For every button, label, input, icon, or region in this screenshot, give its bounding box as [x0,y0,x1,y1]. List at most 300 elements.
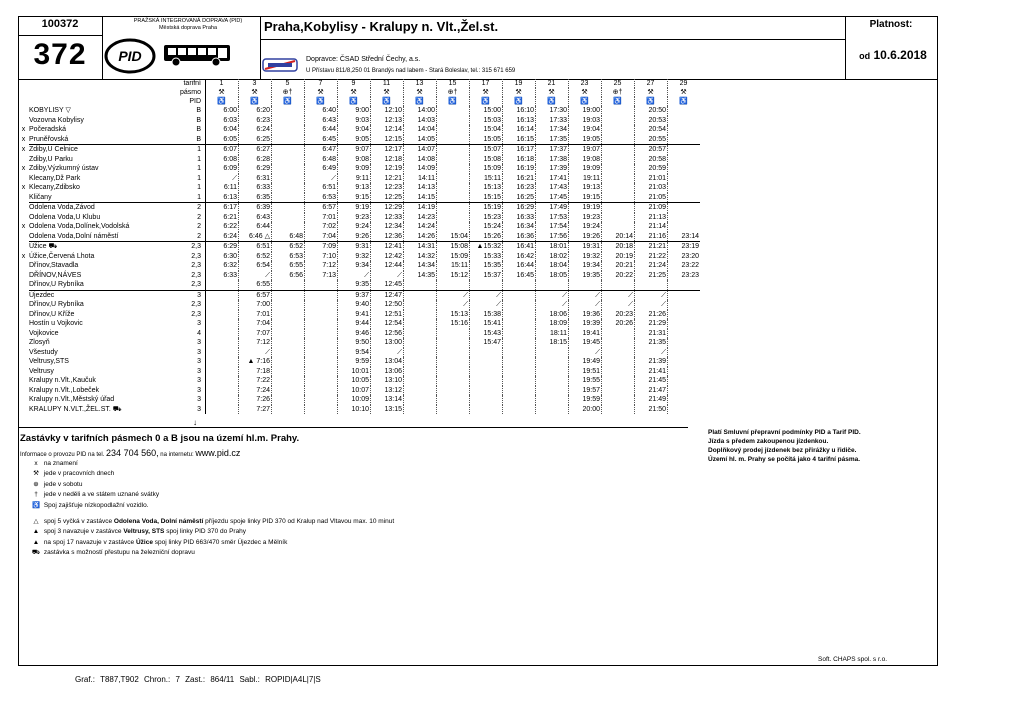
departure-time: 7:01 [305,213,338,223]
stop-row [18,125,700,135]
departure-time [536,405,569,415]
departure-time [272,319,305,329]
departure-time: 6:24 [206,232,239,242]
trip-number: 13 [404,79,437,88]
departure-time: 23:20 [668,252,701,262]
departure-time [668,203,701,213]
request-stop-marker: x [21,184,26,191]
legend-text: jede v sobotu [43,480,83,488]
departure-time: 15:35 [470,261,503,271]
departure-time: 16:42 [503,252,536,262]
legend-item [30,459,159,469]
departure-time: 6:51 [305,183,338,193]
stop-row [18,193,700,203]
zone-cell: 2 [197,223,201,230]
departure-time: 19:07 [569,145,602,155]
departure-time: 12:33 [371,213,404,223]
departure-time: 18:15 [536,338,569,348]
departure-time: 9:13 [338,183,371,193]
note-text: spoj linky PID 663/470 směr Újezdec a Mělník [152,538,288,546]
departure-time: ⟋ [569,348,602,358]
departure-time [470,395,503,405]
departure-time [668,310,701,320]
zone-cell: 2,3 [177,242,206,252]
departure-time: 7:04 [305,232,338,242]
trip-symbol: ♿ [470,97,503,106]
departure-time: ⟋ [536,300,569,310]
departure-time: 6:48 [272,232,305,242]
departure-time: 14:23 [404,213,437,223]
departure-time [206,348,239,358]
departure-time: 7:27 [239,405,272,415]
departure-time: 19:41 [569,329,602,339]
conditions-notes [708,428,861,464]
departure-time: 23:19 [668,242,701,252]
table-bottom-rule [18,427,688,428]
departure-time [503,329,536,339]
departure-time [437,193,470,203]
trip-number: 3 [239,79,272,88]
departure-time: 10:10 [338,405,371,415]
departure-time [272,348,305,358]
departure-time: 20:19 [602,252,635,262]
departure-time: 6:56 [272,271,305,281]
departure-time: 6:47 [305,145,338,155]
departure-time [272,164,305,174]
zone-cell: 3 [197,377,201,384]
stop-name: Dřínov,U Rybníka [29,301,84,308]
departure-time: 9:32 [338,252,371,262]
departure-time [437,174,470,184]
pid-logo [104,38,156,74]
departure-time: 19:24 [569,222,602,232]
departure-time: 19:34 [569,261,602,271]
departure-time: 21:31 [635,329,668,339]
trip-symbol: ♿ [239,97,272,106]
departure-time: 6:07 [206,145,239,155]
departure-time: 19:51 [569,367,602,377]
trip-symbol: ⚒ [668,88,701,97]
departure-time: 9:00 [338,106,371,116]
stop-name: Všestudy [29,348,58,356]
departure-time: 21:50 [635,405,668,415]
departure-time: 15:03 [470,116,503,126]
note-symbol: ▲ [32,528,40,536]
departure-time [437,338,470,348]
departure-time: 21:03 [635,183,668,193]
stop-name: Pruněřovská [29,135,69,143]
stop-name: Odolena Voda,Závod [29,203,177,213]
request-stop-marker [18,193,29,203]
trip-symbol: ⚒ [536,88,569,97]
departure-time: 20:26 [602,319,635,329]
departure-time: 9:59 [338,357,371,367]
stop-name: Vojkovice [29,329,59,337]
trip-symbol: ♿ [338,97,371,106]
departure-time: 9:26 [338,232,371,242]
departure-time [602,193,635,203]
departure-time: 19:04 [569,125,602,135]
departure-time [272,338,305,348]
departure-time [602,183,635,193]
departure-time [437,395,470,405]
departure-time: 12:41 [371,242,404,252]
departure-time: 21:39 [635,357,668,367]
departure-time: 9:31 [338,242,371,252]
stop-name: Kralupy n.Vlt.,Kaučuk [29,377,96,384]
departure-time: 6:55 [239,280,272,290]
departure-time: 17:45 [536,193,569,203]
departure-time [437,280,470,290]
departure-time: 14:24 [404,222,437,232]
departure-time: 6:00 [206,106,239,116]
zone-cell: 2 [197,213,201,221]
trip-symbol: ♿ [668,97,701,106]
departure-time: ⟋ [569,290,602,300]
trip-symbol: ⚒ [338,88,371,97]
stop-row [18,310,700,320]
departure-time [503,310,536,320]
departure-time [602,164,635,174]
departure-time: 6:09 [206,164,239,174]
departure-time [437,116,470,126]
departure-time [404,338,437,348]
departure-time: 16:45 [503,271,536,281]
departure-time: 19:15 [569,193,602,203]
departure-time [404,367,437,377]
departure-time: 16:41 [503,242,536,252]
departure-time: 6:22 [206,222,239,232]
departure-time [404,329,437,339]
trip-number: 27 [635,79,668,88]
departure-time [437,357,470,367]
departure-time [602,174,635,184]
zone-cell: 2,3 [191,271,201,279]
departure-time [305,310,338,320]
departure-time: 15:13 [437,310,470,320]
departure-time: 20:14 [602,232,635,242]
stop-name: Klecany,Dž Park [29,174,81,182]
departure-time: 20:22 [602,271,635,281]
departure-time: 15:07 [470,145,503,155]
departure-time: 21:35 [635,338,668,348]
departure-time: 6:23 [239,116,272,126]
departure-time: 19:36 [569,310,602,320]
departure-time: 9:34 [338,261,371,271]
trip-symbol: ♿ [536,97,569,106]
departure-time [470,386,503,396]
departure-time: 23:14 [668,232,701,242]
departure-time: 9:50 [338,338,371,348]
departure-time [404,395,437,405]
request-stop-marker: x [21,165,26,172]
departure-time: 17:33 [536,116,569,126]
departure-time: 16:21 [503,174,536,184]
request-stop-marker: x [21,223,26,230]
note-bold: Odolena Voda, Dolní náměstí [113,518,204,525]
departure-time: 9:07 [338,145,371,155]
departure-time: 6:45 [305,135,338,145]
departure-time [536,280,569,290]
departure-time: ⟋ [338,271,371,281]
departure-time: 6:30 [206,252,239,262]
legend [30,459,159,511]
departure-time [206,310,239,320]
departure-time: 23:22 [668,261,701,271]
departure-time: 15:11 [437,261,470,271]
departure-time: 14:19 [404,203,437,213]
departure-time: 10:09 [338,395,371,405]
departure-time: 9:35 [338,280,371,290]
departure-time: 16:23 [503,183,536,193]
departure-time [602,348,635,358]
org-name [118,18,258,32]
note-text: příjezdu spoje linky PID 370 od Kralup nad Vltavou max. 10 minut [203,518,395,525]
stop-name: Dřínov,U Kříže [29,310,75,318]
departure-time [668,155,701,165]
zone-cell: B [196,126,201,133]
departure-time: 9:41 [338,310,371,320]
stop-row [18,183,700,193]
departure-time: 6:43 [305,116,338,126]
departure-time: 6:05 [206,135,239,145]
departure-time: 7:24 [239,386,272,396]
departure-time: 21:41 [635,367,668,377]
zone-cell: 3 [197,367,201,375]
request-stop-marker [18,300,29,310]
departure-time [668,329,701,339]
request-stop-marker [18,376,29,386]
trip-symbol: ♿ [437,97,470,106]
departure-time: 19:23 [569,213,602,223]
departure-time [206,280,239,290]
request-stop-marker [18,174,29,184]
stop-name: Počeradská [29,126,66,133]
departure-time: 21:29 [635,319,668,329]
departure-time: 6:28 [239,155,272,165]
conditions-note: Platí Smluvní přepravní podmínky PID a Tarif PID. [708,429,861,436]
departure-time: 6:43 [239,213,272,223]
line-number: 372 [33,38,87,71]
info-mid: na internetu: [160,452,194,458]
info-phone: 234 704 560, [106,448,159,458]
departure-time [206,386,239,396]
zone-cell: 2 [177,203,206,213]
trip-symbol: ♿ [371,97,404,106]
departure-time: ⟋ [437,290,470,300]
departure-time [437,367,470,377]
request-stop-marker: x [21,135,26,143]
departure-time: 6:44 [305,125,338,135]
departure-time: 9:04 [338,125,371,135]
trip-symbol: ⚒ [206,88,239,97]
departure-time [437,386,470,396]
note-text: spoj 5 vyčká v zastávce [43,518,114,525]
departure-time: 12:13 [371,116,404,126]
note-item [30,548,394,558]
departure-time: 7:18 [239,367,272,377]
departure-time [206,376,239,386]
departure-time: 10:01 [338,367,371,377]
departure-time: 10:07 [338,386,371,396]
departure-time: 15:38 [470,310,503,320]
stop-name: Odolena Voda,Dolínek,Vodolská [29,223,130,230]
departure-time: 19:26 [569,232,602,242]
zone-cell: 3 [197,358,201,365]
legend-item [30,490,159,500]
departure-time [602,280,635,290]
departure-time: 20:54 [635,125,668,135]
departure-time: ⟋ [371,348,404,358]
departure-time: 16:29 [503,203,536,213]
departure-time: 16:14 [503,125,536,135]
departure-time: 16:13 [503,116,536,126]
departure-time: 18:02 [536,252,569,262]
departure-time [437,222,470,232]
note-bold: Úžice [135,538,153,546]
departure-time: ⟋ [470,290,503,300]
departure-time [305,395,338,405]
request-stop-marker: x [21,126,26,133]
stop-name: Újezdec [29,290,177,300]
departure-time: 6:33 [239,183,272,193]
departure-time: ⟋ [635,300,668,310]
request-stop-marker [18,405,29,415]
departure-time [206,367,239,377]
legend-item [30,469,159,479]
note-symbol: ⛟ [31,549,41,557]
stop-header-cell [29,97,177,106]
departure-time [305,329,338,339]
departure-time: 14:32 [404,252,437,262]
departure-time: 21:14 [635,222,668,232]
departure-time [206,329,239,339]
departure-time: 6:35 [239,193,272,203]
stop-row [18,222,700,232]
departure-time: 9:23 [338,213,371,223]
zone-header-cell: PID [189,98,201,105]
departure-time: 16:33 [503,213,536,223]
departure-time: 23:23 [668,271,701,281]
note-symbol: ▲ [32,538,40,546]
departure-time: 7:04 [239,319,272,329]
departure-time: 14:15 [404,193,437,203]
stop-name: Odolena Voda,U Klubu [29,213,101,221]
departure-time [503,357,536,367]
departure-time [668,213,701,223]
zone-cell: 1 [197,184,201,191]
departure-time: 21:13 [635,213,668,223]
departure-time: 7:26 [239,395,272,405]
departure-time: 6:32 [206,261,239,271]
trip-number: 1 [206,79,239,88]
departure-time [470,280,503,290]
stop-name: KRALUPY N.VLT.,ŽEL.ST. ⛟ [29,405,122,413]
departure-time: 20:53 [635,116,668,126]
departure-time: 6:27 [239,145,272,155]
departure-time [305,357,338,367]
departure-time: 21:16 [635,232,668,242]
stop-row [18,367,700,377]
request-stop-marker [18,280,29,290]
trip-number: 5 [272,79,305,88]
departure-time: 17:30 [536,106,569,116]
departure-time [437,348,470,358]
departure-time: 16:10 [503,106,536,116]
departure-time: 21:49 [635,395,668,405]
departure-time: 13:06 [371,367,404,377]
stop-name: Hostín u Vojkovic [29,320,83,327]
marker-cell [18,97,29,106]
departure-time [305,367,338,377]
departure-time [272,145,305,155]
header-row [18,88,700,97]
pid-logo-text: PID [118,48,142,64]
departure-time: 9:03 [338,116,371,126]
departure-time: 17:54 [536,222,569,232]
departure-time: 7:07 [239,329,272,339]
stop-name: Klecany,Zdibsko [29,184,80,191]
departure-time [305,376,338,386]
departure-time: 17:53 [536,213,569,223]
departure-time: 10:05 [338,376,371,386]
conditions-note: Doplňkový prodej jízdenek bez přirážky u řidiče. [708,447,857,454]
trip-symbol: ⚒ [239,88,272,97]
departure-time: ⟋ [602,300,635,310]
departure-time: 20:55 [635,135,668,145]
departure-time: 6:21 [206,213,239,223]
departure-time: 21:26 [635,310,668,320]
departure-time: 18:04 [536,261,569,271]
departure-time: 12:15 [371,135,404,145]
departure-time: 14:35 [404,271,437,281]
departure-time [668,106,701,116]
departure-time: 12:36 [371,232,404,242]
stop-row [18,242,700,252]
departure-time: 20:21 [602,261,635,271]
departure-time [404,280,437,290]
request-stop-marker [18,213,29,223]
departure-time: 19:35 [569,271,602,281]
departure-time [536,376,569,386]
departure-time: 7:00 [239,300,272,310]
departure-time: 6:39 [239,203,272,213]
departure-time [602,395,635,405]
stop-name: Úžice,Červená Lhota [29,252,95,260]
departure-time: 12:18 [371,155,404,165]
departure-time [206,405,239,415]
departure-time [404,405,437,415]
departure-time: 21:05 [635,193,668,203]
departure-time [503,290,536,300]
departure-time: 7:13 [305,271,338,281]
departure-time: 15:43 [470,329,503,339]
stop-row [18,271,700,281]
departure-time: 7:02 [305,222,338,232]
departure-time: 15:15 [470,193,503,203]
software-credit: Soft. CHAPS spol. s r.o. [818,656,887,663]
request-stop-marker [18,290,29,300]
note-item [30,538,394,548]
departure-time: 15:24 [470,222,503,232]
departure-time: 12:50 [371,300,404,310]
departure-time: 12:51 [371,310,404,320]
stop-header-cell [29,88,177,97]
info-line [20,448,240,458]
trip-symbol: ⚒ [305,88,338,97]
departure-time: 19:45 [569,338,602,348]
departure-time [602,386,635,396]
